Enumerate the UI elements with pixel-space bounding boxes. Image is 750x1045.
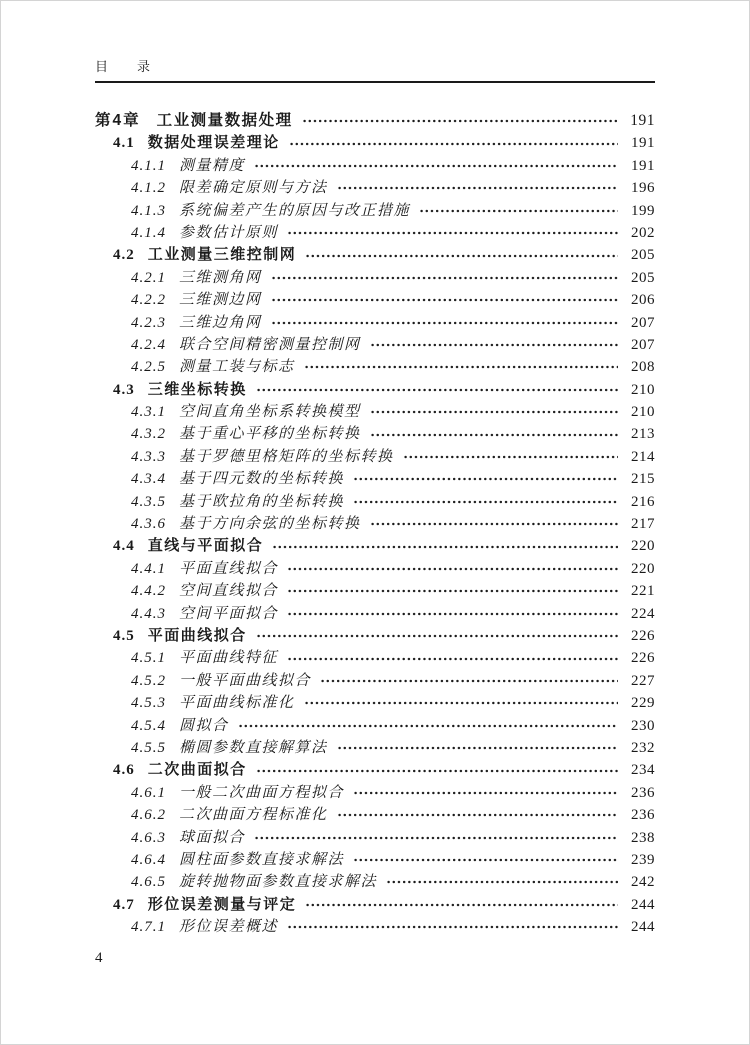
entry-title: 平面曲线拟合 [147, 627, 247, 644]
entry-title: 二次曲面拟合 [147, 762, 247, 779]
entry-title: 直线与平面拟合 [147, 538, 264, 555]
dot-leader [305, 894, 618, 916]
toc-entry [95, 535, 655, 557]
entry-page-number: 208 [631, 359, 655, 376]
entry-number: 4.6.2 [131, 807, 166, 824]
entry-page-number: 205 [631, 269, 655, 286]
entry-title: 圆柱面参数直接求解法 [179, 851, 345, 868]
entry-number: 4.5.5 [131, 739, 166, 756]
entry-page-number: 220 [631, 560, 655, 577]
entry-number: 4.1.4 [131, 224, 166, 241]
toc-entry [95, 491, 655, 513]
entry-number: 4.3 [113, 381, 135, 398]
entry-page-number: 221 [631, 583, 655, 600]
entry-number: 4.6.3 [131, 829, 166, 846]
toc-entry [95, 894, 655, 916]
entry-title: 三维坐标转换 [147, 381, 247, 398]
entry-number: 4.4 [113, 538, 135, 555]
toc-entry [95, 423, 655, 445]
entry-title: 空间直角坐标系转换模型 [179, 404, 361, 421]
toc-entry [95, 871, 655, 893]
toc-entry [95, 804, 655, 826]
toc-entry [95, 782, 655, 804]
entry-title: 形位误差概述 [179, 919, 279, 936]
entry-number: 4.4.1 [131, 560, 166, 577]
entry-title: 联合空间精密测量控制网 [179, 336, 361, 353]
entry-title: 三维测边网 [179, 292, 262, 309]
toc-entry [95, 222, 655, 244]
toc-entry [95, 267, 655, 289]
entry-title: 工业测量三维控制网 [147, 247, 297, 264]
entry-page-number: 206 [631, 292, 655, 309]
toc-entry [95, 603, 655, 625]
entry-title: 工业测量数据处理 [156, 112, 293, 129]
dot-leader [304, 356, 618, 378]
entry-page-number: 234 [631, 762, 655, 779]
entry-page-number: 232 [631, 739, 655, 756]
entry-page-number: 216 [631, 493, 655, 510]
toc-entry [95, 379, 655, 401]
entry-page-number: 236 [631, 784, 655, 801]
dot-leader [271, 312, 618, 334]
entry-number: 4.3.6 [131, 516, 166, 533]
dot-leader [256, 759, 618, 781]
dot-leader [305, 244, 618, 266]
entry-page-number: 229 [631, 695, 655, 712]
entry-number: 4.1.1 [131, 157, 166, 174]
dot-leader [287, 603, 618, 625]
entry-title: 三维测角网 [179, 269, 262, 286]
toc-entry [95, 312, 655, 334]
page-header [95, 56, 655, 83]
entry-title: 形位误差测量与评定 [147, 896, 297, 913]
entry-number: 4.6 [113, 762, 135, 779]
entry-page-number: 224 [631, 605, 655, 622]
entry-title: 平面曲线特征 [179, 650, 279, 667]
dot-leader [370, 423, 618, 445]
dot-leader [256, 625, 618, 647]
dot-leader [320, 670, 618, 692]
dot-leader [353, 849, 618, 871]
dot-leader [238, 715, 618, 737]
entry-page-number: 244 [631, 896, 655, 913]
entry-title: 基于欧拉角的坐标转换 [179, 493, 345, 510]
entry-page-number: 236 [631, 807, 655, 824]
entry-title: 圆拟合 [179, 717, 229, 734]
entry-title: 数据处理误差理论 [147, 135, 280, 152]
entry-title: 二次曲面方程标准化 [179, 807, 328, 824]
entry-number: 4.2.3 [131, 314, 166, 331]
toc-entry [95, 580, 655, 602]
dot-leader [419, 200, 618, 222]
toc-entry [95, 244, 655, 266]
running-head-title: 目 录 [95, 59, 152, 74]
entry-title: 平面曲线标准化 [179, 695, 295, 712]
toc-entry [95, 827, 655, 849]
dot-leader [287, 558, 618, 580]
toc-entry [95, 670, 655, 692]
toc-entry [95, 916, 655, 938]
entry-page-number: 199 [631, 202, 655, 219]
entry-number: 4.7.1 [131, 919, 166, 936]
toc-entry [95, 759, 655, 781]
entry-number: 4.2.5 [131, 359, 166, 376]
entry-number: 4.6.5 [131, 874, 166, 891]
entry-number: 第4章 [95, 112, 141, 129]
toc-entry [95, 177, 655, 199]
dot-leader [254, 827, 618, 849]
dot-leader [271, 289, 618, 311]
entry-page-number: 210 [631, 404, 655, 421]
page-footer [95, 950, 655, 967]
entry-number: 4.5.3 [131, 695, 166, 712]
entry-title: 基于四元数的坐标转换 [179, 471, 345, 488]
entry-page-number: 202 [631, 224, 655, 241]
entry-number: 4.4.3 [131, 605, 166, 622]
entry-page-number: 215 [631, 471, 655, 488]
toc-entry [95, 513, 655, 535]
dot-leader [302, 110, 618, 132]
entry-page-number: 213 [631, 426, 655, 443]
dot-leader [370, 513, 618, 535]
dot-leader [353, 782, 618, 804]
toc-entry [95, 468, 655, 490]
entry-page-number: 191 [631, 157, 655, 174]
toc-entry [95, 110, 655, 132]
toc-entry [95, 155, 655, 177]
dot-leader [287, 580, 618, 602]
entry-number: 4.3.5 [131, 493, 166, 510]
entry-page-number: 217 [631, 516, 655, 533]
dot-leader [287, 916, 618, 938]
entry-title: 三维边角网 [179, 314, 262, 331]
toc-entry [95, 647, 655, 669]
dot-leader [337, 177, 618, 199]
entry-page-number: 226 [631, 650, 655, 667]
entry-number: 4.5 [113, 627, 135, 644]
toc-entry [95, 558, 655, 580]
entry-page-number: 230 [631, 717, 655, 734]
entry-page-number: 191 [630, 112, 655, 129]
entry-page-number: 191 [631, 135, 655, 152]
entry-number: 4.6.1 [131, 784, 166, 801]
dot-leader [287, 647, 618, 669]
dot-leader [304, 692, 618, 714]
entry-page-number: 205 [631, 247, 655, 264]
toc-entry [95, 132, 655, 154]
dot-leader [337, 804, 618, 826]
toc-entry [95, 446, 655, 468]
entry-title: 一般二次曲面方程拟合 [179, 784, 345, 801]
entry-number: 4.5.1 [131, 650, 166, 667]
dot-leader [256, 379, 618, 401]
dot-leader [254, 155, 618, 177]
entry-page-number: 210 [631, 381, 655, 398]
entry-number: 4.3.3 [131, 448, 166, 465]
dot-leader [370, 334, 618, 356]
dot-leader [370, 401, 618, 423]
entry-title: 基于罗德里格矩阵的坐标转换 [179, 448, 394, 465]
entry-title: 测量工装与标志 [179, 359, 295, 376]
dot-leader [386, 871, 618, 893]
entry-page-number: 226 [631, 627, 655, 644]
toc-entry [95, 692, 655, 714]
entry-number: 4.5.2 [131, 672, 166, 689]
entry-number: 4.2 [113, 247, 135, 264]
dot-leader [272, 535, 618, 557]
entry-number: 4.6.4 [131, 851, 166, 868]
entry-number: 4.4.2 [131, 583, 166, 600]
entry-number: 4.1.2 [131, 180, 166, 197]
entry-page-number: 207 [631, 336, 655, 353]
dot-leader [271, 267, 618, 289]
entry-title: 基于方向余弦的坐标转换 [179, 516, 361, 533]
entry-number: 4.2.4 [131, 336, 166, 353]
entry-page-number: 196 [631, 180, 655, 197]
entry-page-number: 238 [631, 829, 655, 846]
entry-title: 旋转抛物面参数直接求解法 [179, 874, 378, 891]
entry-title: 椭圆参数直接解算法 [179, 739, 328, 756]
dot-leader [289, 132, 618, 154]
entry-title: 空间平面拟合 [179, 605, 279, 622]
toc-entry [95, 625, 655, 647]
entry-title: 球面拟合 [179, 829, 246, 846]
toc-list [95, 110, 655, 938]
toc-entry [95, 356, 655, 378]
toc-entry [95, 334, 655, 356]
dot-leader [287, 222, 618, 244]
dot-leader [403, 446, 618, 468]
toc-entry [95, 715, 655, 737]
entry-number: 4.3.2 [131, 426, 166, 443]
header-rule [95, 81, 655, 83]
dot-leader [353, 468, 618, 490]
entry-title: 限差确定原则与方法 [179, 180, 328, 197]
dot-leader [337, 737, 618, 759]
entry-number: 4.3.4 [131, 471, 166, 488]
entry-number: 4.1.3 [131, 202, 166, 219]
entry-page-number: 227 [631, 672, 655, 689]
toc-entry [95, 849, 655, 871]
toc-entry [95, 737, 655, 759]
entry-page-number: 207 [631, 314, 655, 331]
entry-page-number: 214 [631, 448, 655, 465]
entry-page-number: 244 [631, 919, 655, 936]
entry-title: 测量精度 [179, 157, 246, 174]
toc-entry [95, 200, 655, 222]
entry-title: 平面直线拟合 [179, 560, 279, 577]
folio-page-number: 4 [95, 950, 103, 967]
toc-entry [95, 401, 655, 423]
entry-title: 参数估计原则 [179, 224, 279, 241]
entry-title: 基于重心平移的坐标转换 [179, 426, 361, 443]
entry-page-number: 220 [631, 538, 655, 555]
entry-title: 一般平面曲线拟合 [179, 672, 312, 689]
dot-leader [353, 491, 618, 513]
entry-title: 空间直线拟合 [179, 583, 279, 600]
entry-number: 4.2.2 [131, 292, 166, 309]
entry-number: 4.1 [113, 135, 135, 152]
entry-number: 4.7 [113, 896, 135, 913]
toc-entry [95, 289, 655, 311]
entry-page-number: 242 [631, 874, 655, 891]
entry-number: 4.5.4 [131, 717, 166, 734]
entry-number: 4.3.1 [131, 404, 166, 421]
entry-title: 系统偏差产生的原因与改正措施 [179, 202, 411, 219]
entry-number: 4.2.1 [131, 269, 166, 286]
entry-page-number: 239 [631, 851, 655, 868]
